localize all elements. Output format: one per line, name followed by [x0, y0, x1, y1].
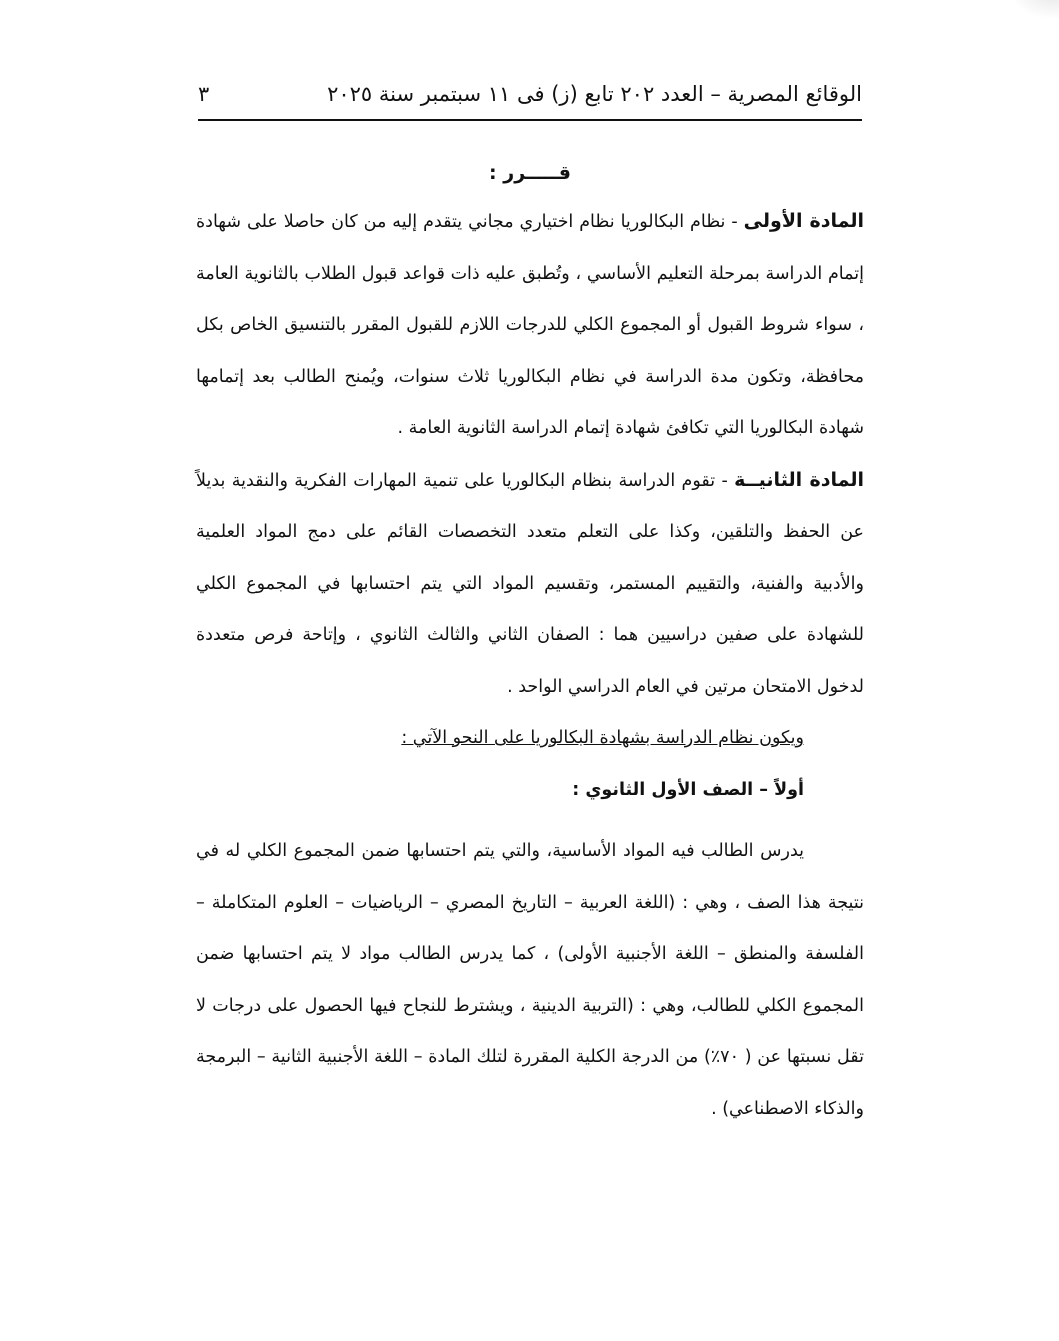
- first-year-heading: أولاً – الصف الأول الثانوي :: [572, 779, 804, 800]
- running-title: الوقائع المصرية – العدد ٢٠٢ تابع (ز) فى ١١ سبتمبر سنة ٢٠٢٥: [327, 82, 862, 106]
- header-rule: [198, 119, 862, 121]
- page-number: ٣: [198, 82, 210, 106]
- system-intro-text: ويكون نظام الدراسة بشهادة البكالوريا على النحو الآتي :: [401, 728, 804, 748]
- article-1-label: المادة الأولى: [743, 210, 864, 232]
- article-2: [196, 455, 864, 714]
- article-1-text: - نظام البكالوريا نظام اختياري مجاني يتقدم إليه من كان حاصلا على شهادة إتمام الدراسة بمرحلة التعليم الأساسي ، وتُطبق عليه ذات قواعد قبول الطلاب بالثانوية العامة ، سواء شروط القبول أو المجموع الكلي للدرجات اللازم للقبول المقرر بالتنسيق الخاص بكل محافظة، وتكون مدة الدراسة في نظام البكالوريا ثلاث سنوات، ويُمنح الطالب بعد إتمامها شهادة البكالوريا التي تكافئ شهادة إتمام الدراسة الثانوية العامة .: [196, 212, 864, 438]
- first-year-text: يدرس الطالب فيه المواد الأساسية، والتي يتم احتسابها ضمن المجموع الكلي له في نتيجة هذا الصف ، وهي : (اللغة العربية – التاريخ المصري – الرياضيات – العلوم المتكاملة – الفلسفة والمنطق – اللغة الأجنبية الأولى) ، كما يدرس الطالب مواد لا يتم احتسابها ضمن المجموع الكلي للطالب، وهي : (التربية الدينية ، ويشترط للنجاح فيها الحصول على درجات لا تقل نسبتها عن ( ٧٠٪) من الدرجة الكلية المقررة لتلك المادة – اللغة الأجنبية الثانية – البرمجة والذكاء الاصطناعي) .: [196, 841, 864, 1119]
- decision-title: قـــــرر :: [489, 162, 571, 184]
- article-2-text: - تقوم الدراسة بنظام البكالوريا على تنمية المهارات الفكرية والنقدية بديلاً عن الحفظ والتلقين، وكذا على التعلم متعدد التخصصات القائم على دمج المواد العلمية والأدبية والفنية، والتقييم المستمر، وتقسيم المواد التي يتم احتسابها في المجموع الكلي للشهادة على صفين دراسيين هما : الصفان الثاني والثالث الثانوي ، وإتاحة فرص متعددة لدخول الامتحان مرتين في العام الدراسي الواحد .: [196, 470, 864, 697]
- page-corner-shadow: [1009, 0, 1059, 20]
- article-2-label: المادة الثانيــة: [734, 468, 864, 491]
- system-intro: [196, 713, 864, 765]
- running-header: [198, 76, 862, 112]
- article-1: [196, 196, 864, 455]
- document-body: [196, 150, 864, 1135]
